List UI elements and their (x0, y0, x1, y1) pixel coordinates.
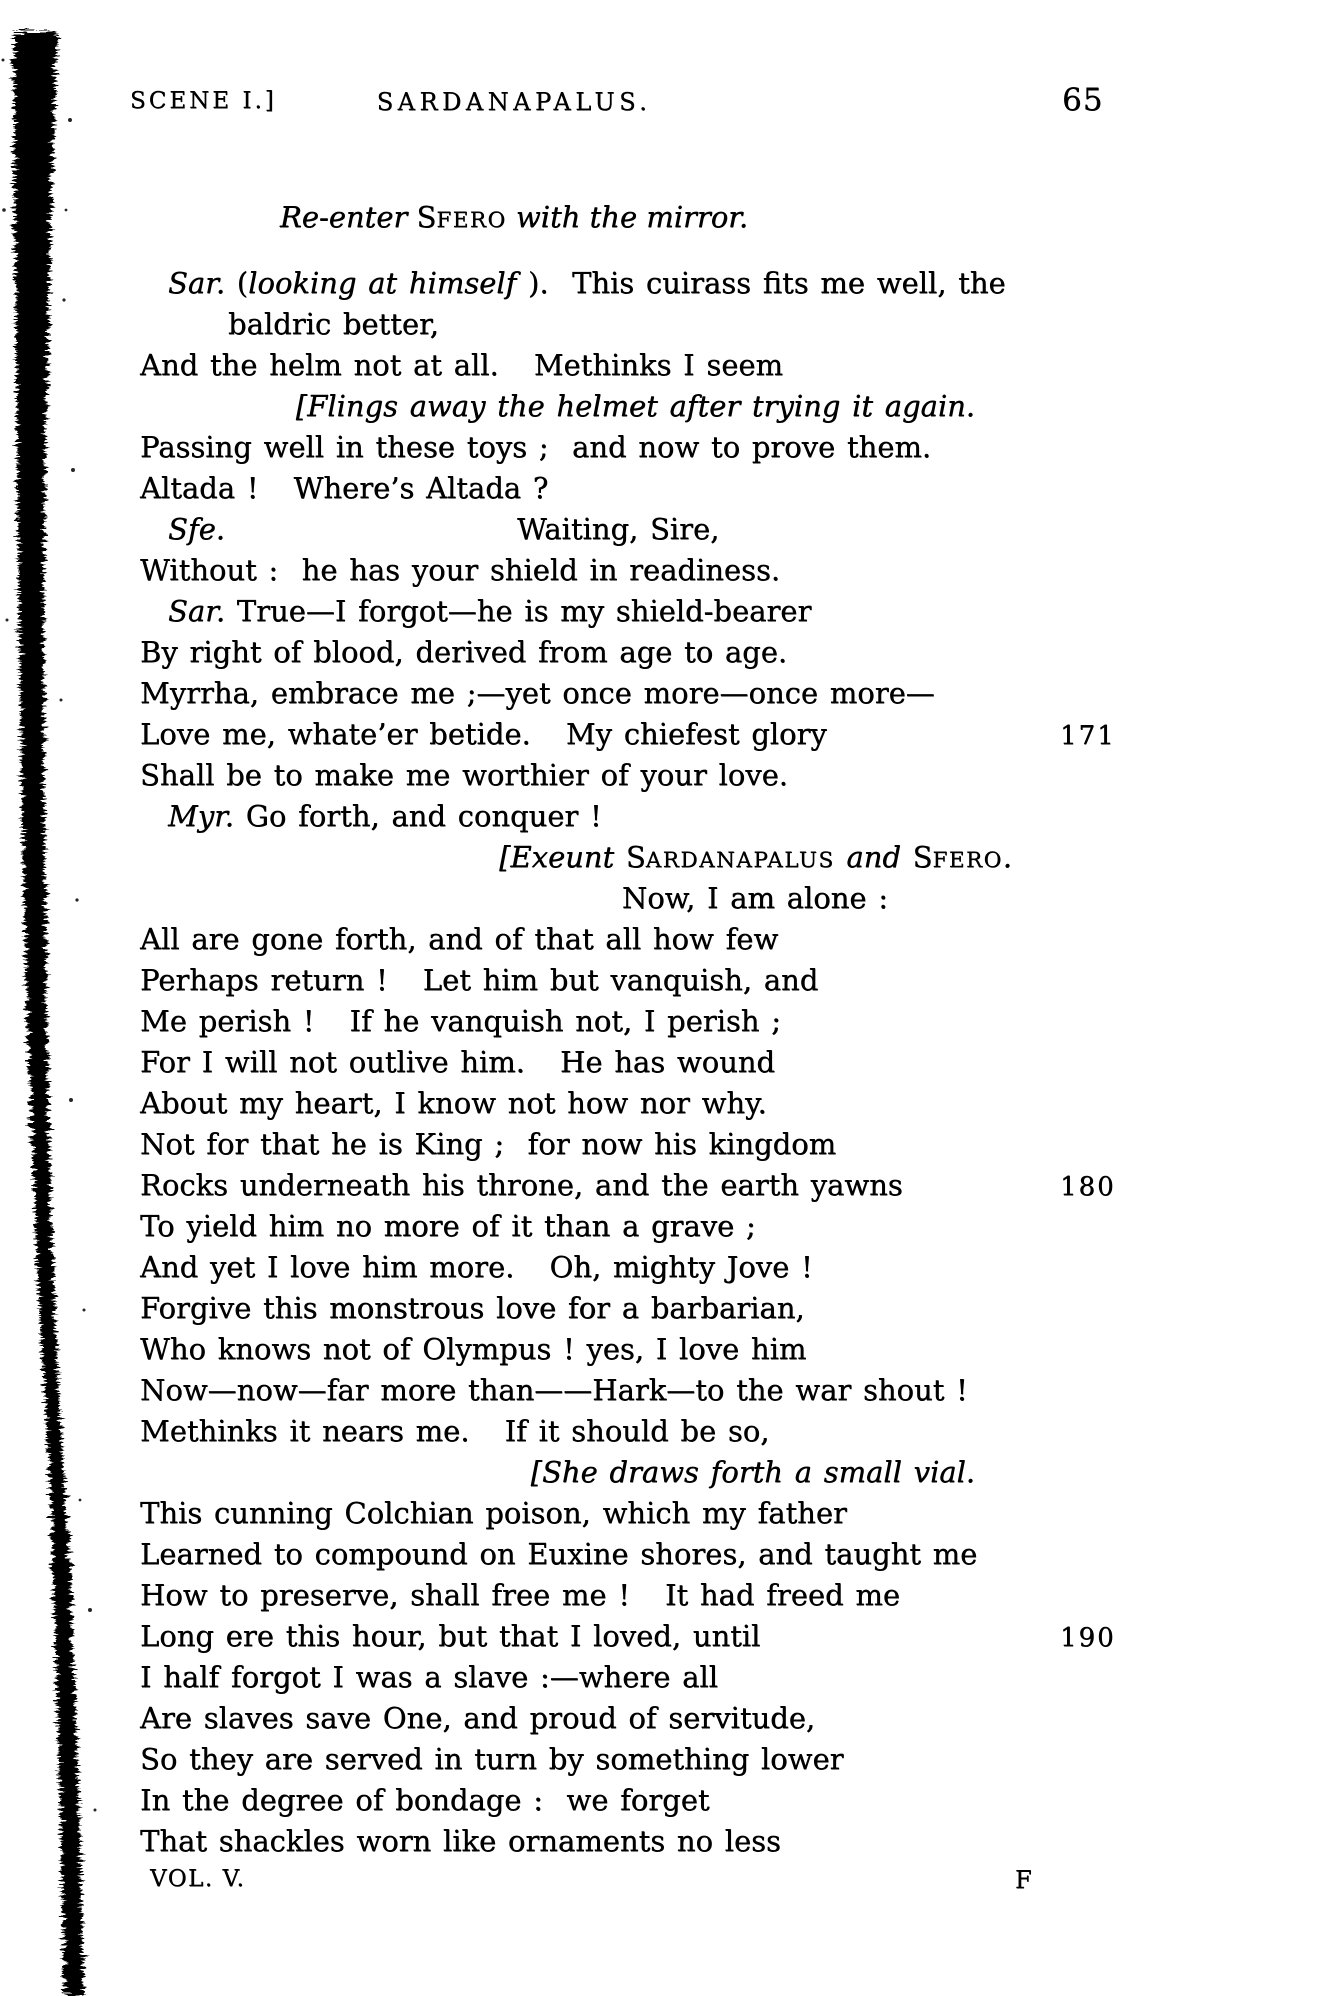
body-lines (140, 263, 1116, 1862)
italic-segment: Myr. (168, 799, 234, 833)
text-segment: Now, I am alone : (621, 881, 888, 915)
text-segment: Now—now—far more than——Hark—to the war shout ! (140, 1373, 968, 1407)
text-segment: By right of blood, derived from age to age. (140, 635, 788, 669)
text-segment: This cunning Colchian poison, which my father (140, 1496, 847, 1530)
text-segment: Go forth, and conquer ! (233, 799, 602, 833)
running-title: SARDANAPALUS. (376, 88, 652, 116)
verse-line (140, 1247, 1012, 1288)
page-number: 65 (1062, 82, 1104, 118)
scan-gutter-artifact (0, 0, 120, 1996)
verse-line (140, 1534, 1012, 1575)
verse-line (140, 960, 1012, 1001)
verse-line (140, 1780, 1012, 1821)
text-segment: Waiting, Sire, (516, 512, 720, 546)
stage-direction (140, 386, 1012, 427)
text-segment: That shackles worn like ornaments no less (140, 1824, 781, 1858)
verse-line (140, 1821, 1012, 1862)
verse-line (140, 1329, 1012, 1370)
small-caps-name: SFERO (912, 840, 1003, 874)
small-caps-name: SARDANAPALUS (625, 840, 835, 874)
italic-segment: Re-enter (279, 200, 417, 234)
verse-line (140, 591, 1012, 632)
text-segment: In the degree of bondage : we forget (140, 1783, 710, 1817)
volume-label: VOL. V. (150, 1866, 246, 1892)
catchword: F (1015, 1866, 1032, 1894)
text-segment: Rocks underneath his throne, and the earth yawns (140, 1168, 903, 1202)
italic-segment: Sar. (168, 266, 226, 300)
text-segment: How to preserve, shall free me ! It had freed me (140, 1578, 900, 1612)
italic-segment: [Exeunt (499, 840, 626, 874)
small-caps-name: SFERO (416, 200, 507, 234)
text-segment: Methinks it nears me. If it should be so, (140, 1414, 770, 1448)
verse-line (140, 714, 1116, 755)
text-segment: Not for that he is King ; for now his kingdom (140, 1127, 837, 1161)
text-segment: Altada ! Where’s Altada ? (140, 471, 549, 505)
text-segment: Long ere this hour, but that I loved, until (140, 1619, 761, 1653)
verse-line (140, 1698, 1012, 1739)
italic-segment: with the mirror. (506, 200, 749, 234)
verse-line (140, 796, 1012, 837)
text-segment: For I will not outlive him. He has wound (140, 1045, 775, 1079)
line-number: 180 (1060, 1172, 1116, 1202)
verse-line (140, 1288, 1012, 1329)
verse-line (140, 673, 1012, 714)
verse-line (140, 1616, 1116, 1657)
text-segment: baldric better, (228, 307, 439, 341)
verse-line (140, 1124, 1012, 1165)
text-segment: Me perish ! If he vanquish not, I perish ; (140, 1004, 781, 1038)
text-segment: Without : he has your shield in readiness. (140, 553, 781, 587)
verse-line (140, 304, 1012, 345)
italic-segment: . (1002, 840, 1012, 874)
verse-line (140, 345, 1012, 386)
text-segment: ). This cuirass fits me well, the (516, 266, 1006, 300)
text-segment: Myrrha, embrace me ;—yet once more—once more— (140, 676, 935, 710)
verse-line (140, 1001, 1012, 1042)
verse-line (140, 1165, 1116, 1206)
text-segment: About my heart, I know not how nor why. (140, 1086, 767, 1120)
page-footer (140, 1866, 1032, 1896)
page-header (130, 82, 1104, 126)
verse-line (140, 1657, 1012, 1698)
text-segment: Passing well in these toys ; and now to prove them. (140, 430, 932, 464)
italic-segment: Sar. (168, 594, 226, 628)
verse-line (140, 550, 1012, 591)
text-segment: All are gone forth, and of that all how few (140, 922, 779, 956)
verse-line (140, 1370, 1012, 1411)
scene-label: SCENE I.] (130, 88, 277, 114)
verse-line (140, 468, 1012, 509)
verse-line (140, 919, 1012, 960)
text-segment: And the helm not at all. Methinks I seem (140, 348, 784, 382)
verse-line (140, 509, 1012, 550)
text-segment: True—I forgot—he is my shield-bearer (225, 594, 812, 628)
text-segment: Are slaves save One, and proud of servitude, (140, 1701, 816, 1735)
verse-line (140, 1042, 1012, 1083)
text-segment: And yet I love him more. Oh, mighty Jove ! (140, 1250, 813, 1284)
verse-line (140, 878, 1012, 919)
verse-line (140, 1083, 1012, 1124)
verse-line (140, 263, 1012, 304)
verse-line (140, 1493, 1012, 1534)
verse-line (140, 1739, 1012, 1780)
italic-segment: [She draws forth a small vial. (530, 1455, 975, 1489)
text-segment: Shall be to make me worthier of your love. (140, 758, 789, 792)
stage-direction (140, 1452, 1012, 1493)
text-segment: Learned to compound on Euxine shores, and taught me (140, 1537, 978, 1571)
verse-line (140, 632, 1012, 673)
text-segment: So they are served in turn by something lower (140, 1742, 844, 1776)
verse-line (140, 1206, 1012, 1247)
italic-segment: Sfe. (168, 512, 225, 546)
text-segment: I half forgot I was a slave :—where all (140, 1660, 718, 1694)
text-segment: ( (225, 266, 249, 300)
text-segment: Love me, whate’er betide. My chiefest glory (140, 717, 827, 751)
italic-segment: [Flings away the helmet after trying it again. (295, 389, 975, 423)
stage-direction-enter (140, 200, 1012, 234)
italic-segment: looking at himself (248, 266, 517, 300)
text-segment: Forgive this monstrous love for a barbarian, (140, 1291, 805, 1325)
text-segment: To yield him no more of it than a grave ; (140, 1209, 756, 1243)
verse-line (140, 1411, 1012, 1452)
line-number: 171 (1060, 721, 1116, 751)
verse-line (140, 427, 1012, 468)
verse-line (140, 755, 1012, 796)
italic-segment: and (834, 840, 913, 874)
text-segment: Who knows not of Olympus ! yes, I love him (140, 1332, 807, 1366)
verse-line (140, 1575, 1012, 1616)
line-number: 190 (1060, 1623, 1116, 1653)
stage-direction (140, 837, 1012, 878)
text-segment: Perhaps return ! Let him but vanquish, and (140, 963, 819, 997)
